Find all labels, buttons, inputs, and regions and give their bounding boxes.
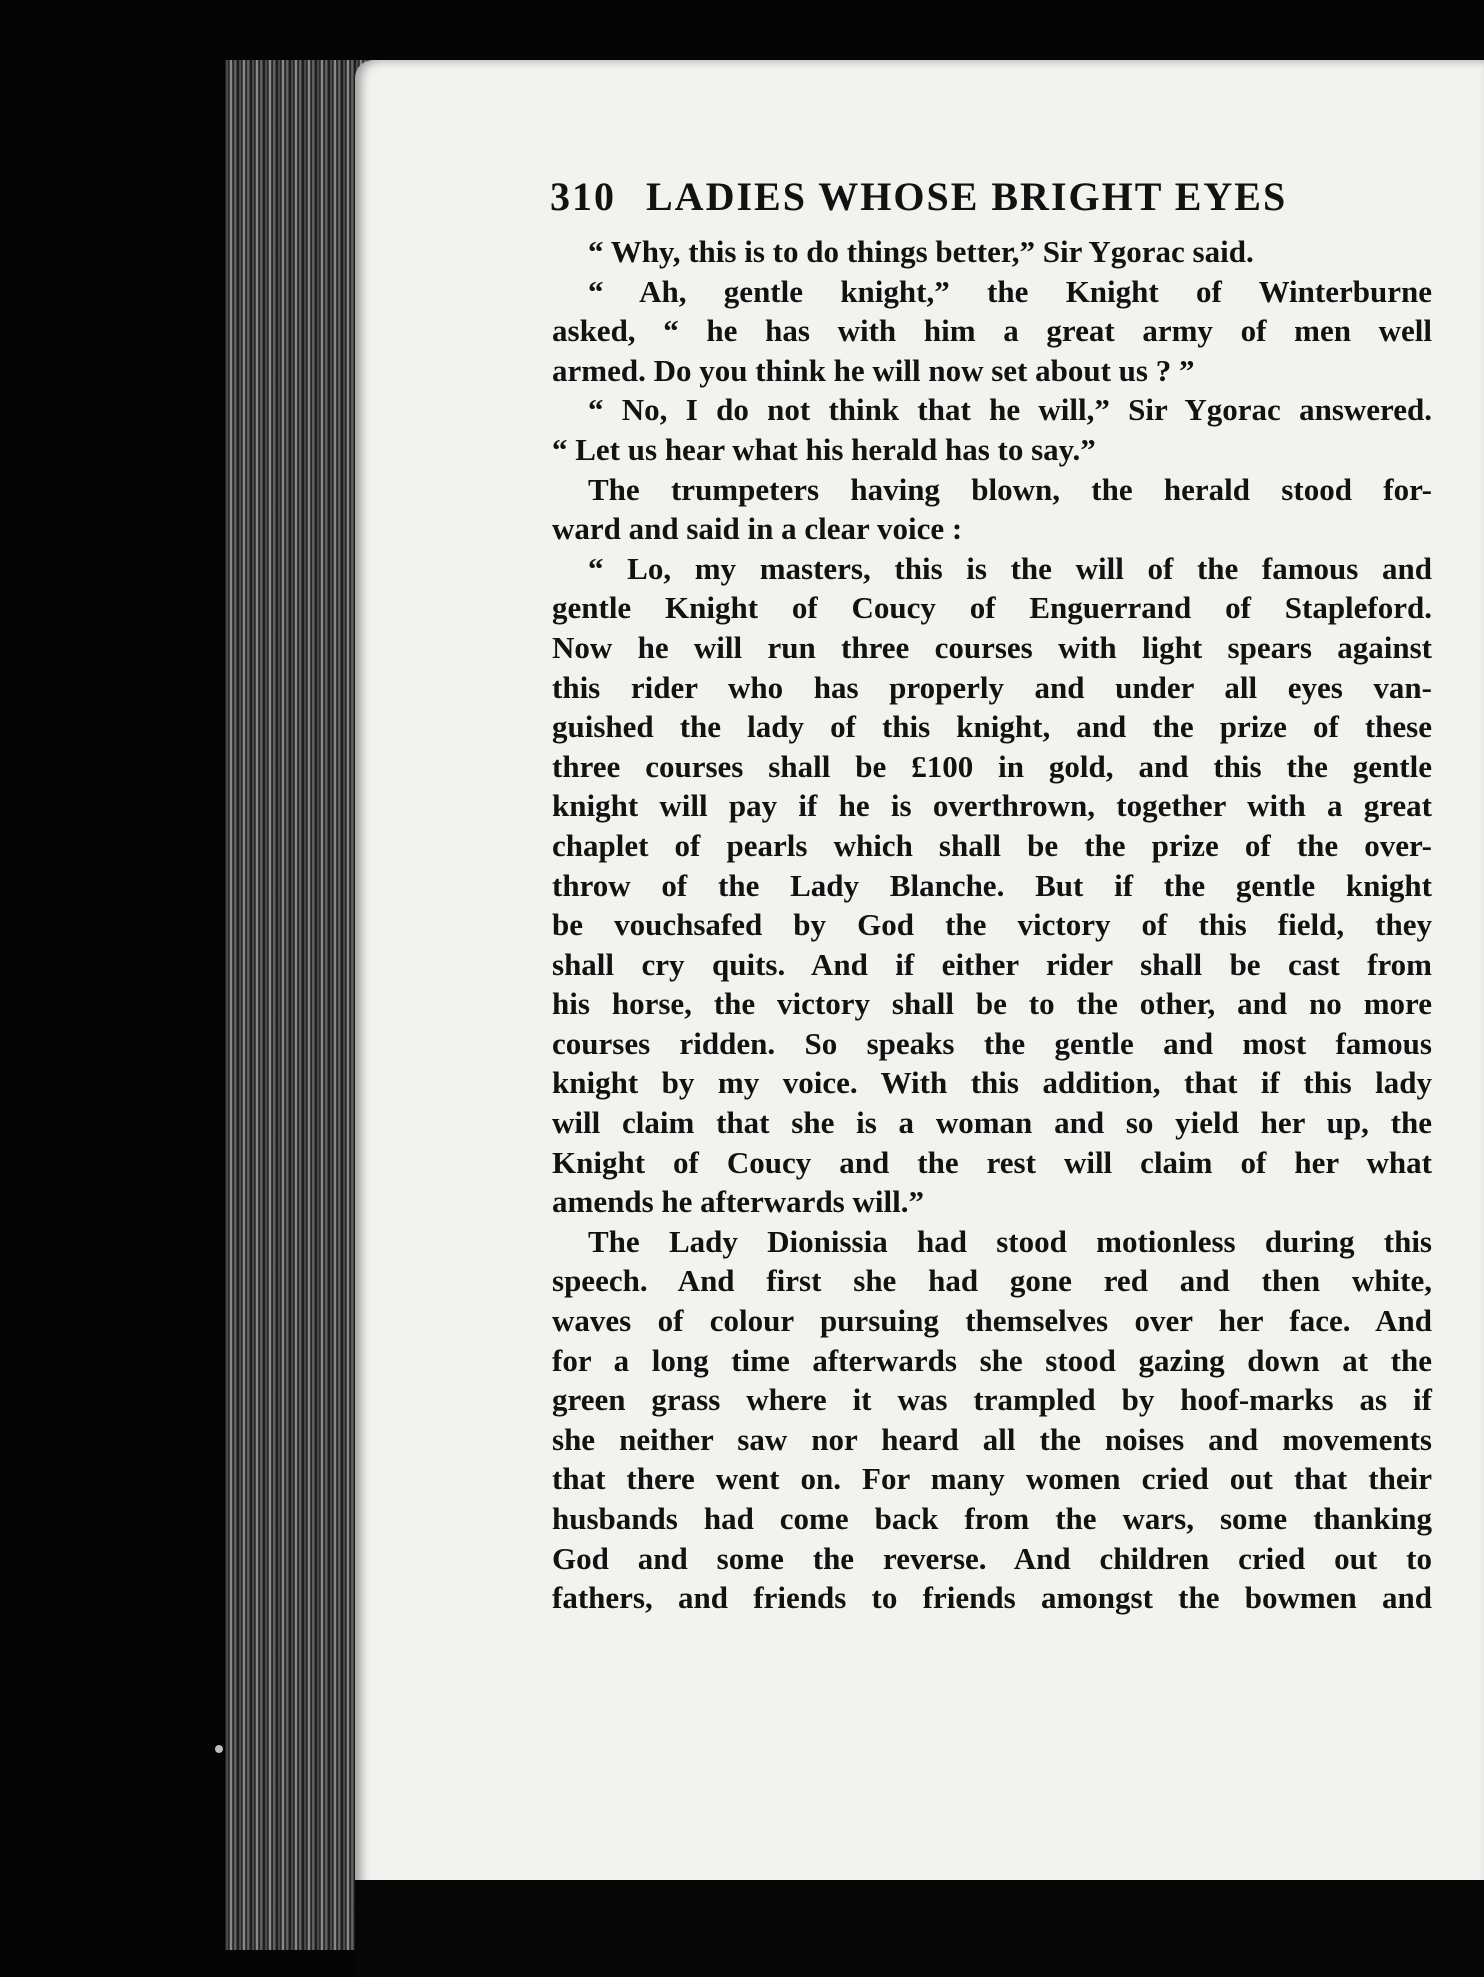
text-line: knight will pay if he is overthrown, together with a great — [552, 788, 1432, 824]
text-line: she neither saw nor heard all the noises and movements — [552, 1421, 1432, 1457]
text-line: “ Why, this is to do things better,” Sir Ygorac said. — [588, 234, 1254, 269]
text-line: chaplet of pearls which shall be the prize of the over- — [552, 827, 1432, 863]
text-line: guished the lady of this knight, and the prize of these — [552, 709, 1432, 745]
text-line: that there went on. For many women cried out that their — [552, 1461, 1432, 1497]
text-line: throw of the Lady Blanche. But if the gentle knight — [552, 867, 1432, 903]
text-line: shall cry quits. And if either rider shall be cast from — [552, 946, 1432, 982]
text-line: The Lady Dionissia had stood motionless during this — [588, 1223, 1432, 1259]
text-line: courses ridden. So speaks the gentle and most famous — [552, 1025, 1432, 1061]
book-page-edges — [225, 60, 375, 1950]
text-line: Now he will run three courses with light spears against — [552, 629, 1432, 665]
text-line: armed. Do you think he will now set about us ? ” — [552, 352, 1195, 388]
page-header — [550, 173, 1330, 223]
text-line: his horse, the victory shall be to the other, and no more — [552, 986, 1432, 1022]
page-number: 310 — [550, 174, 616, 219]
text-line: three courses shall be £100 in gold, and this the gentle — [552, 748, 1432, 784]
text-line: ward and said in a clear voice : — [552, 511, 963, 547]
text-line: knight by my voice. With this addition, that if this lady — [552, 1065, 1432, 1101]
text-line: for a long time afterwards she stood gazing down at the — [552, 1342, 1432, 1378]
text-line: God and some the reverse. And children cried out to — [552, 1540, 1432, 1576]
text-line: amends he afterwards will.” — [552, 1184, 924, 1220]
text-line: will claim that she is a woman and so yield her up, the — [552, 1105, 1432, 1141]
text-line: “ Ah, gentle knight,” the Knight of Winterburne — [588, 273, 1432, 309]
text-line: The trumpeters having blown, the herald stood for- — [588, 471, 1432, 507]
text-line: this rider who has properly and under all eyes van- — [552, 669, 1432, 705]
running-title: LADIES WHOSE BRIGHT EYES — [646, 174, 1288, 219]
text-line: Knight of Coucy and the rest will claim of her what — [552, 1144, 1432, 1180]
scan-bottom-shadow — [355, 1880, 1484, 1977]
text-line: gentle Knight of Coucy of Enguerrand of Stapleford. — [552, 590, 1432, 626]
text-line: husbands had come back from the wars, some thanking — [552, 1501, 1432, 1536]
text-line: green grass where it was trampled by hoof-marks as if — [552, 1382, 1432, 1418]
text-line: fathers, and friends to friends amongst the bowmen and — [552, 1580, 1432, 1616]
text-line: asked, “ he has with him a great army of men well — [552, 313, 1432, 349]
text-line: “ Let us hear what his herald has to say.” — [552, 431, 1096, 467]
text-line: speech. And first she had gone red and then white, — [552, 1263, 1432, 1299]
text-line: “ No, I do not think that he will,” Sir Ygorac answered. — [588, 392, 1432, 428]
text-line: be vouchsafed by God the victory of this field, they — [552, 907, 1432, 943]
text-line: waves of colour pursuing themselves over her face. And — [552, 1303, 1432, 1339]
scan-speck — [215, 1745, 223, 1753]
body-text — [552, 232, 1432, 1618]
text-line: “ Lo, my masters, this is the will of the famous and — [588, 550, 1432, 586]
